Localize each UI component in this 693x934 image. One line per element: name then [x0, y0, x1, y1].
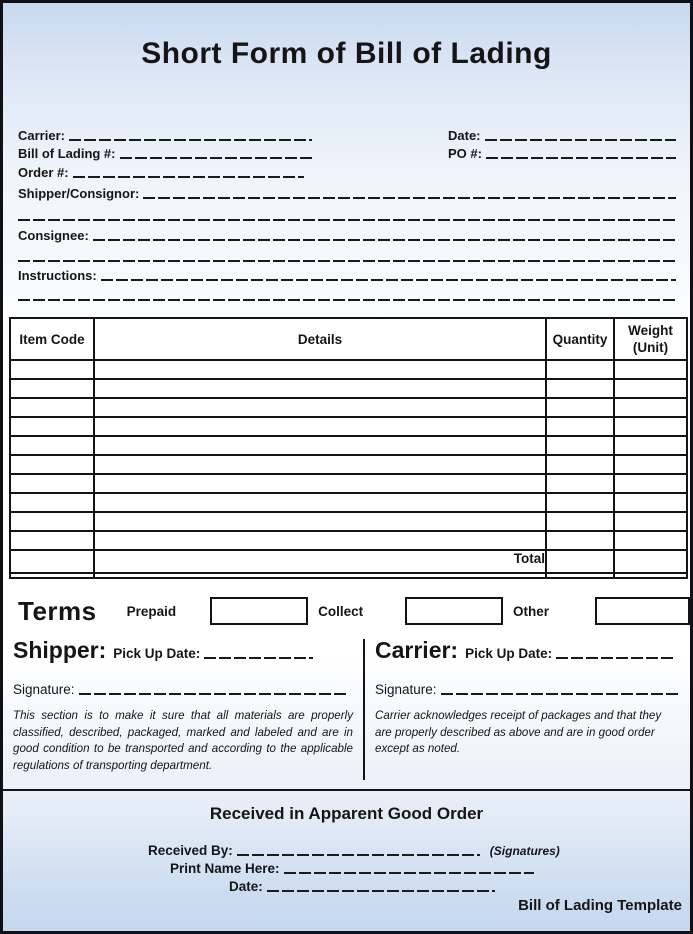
instructions-input-line[interactable] — [101, 279, 676, 281]
footer-divider — [3, 789, 690, 791]
shipper-signature-label: Signature: — [13, 682, 75, 697]
received-by-row — [3, 840, 690, 858]
print-name-label: Print Name Here: — [170, 861, 280, 876]
instructions-label: Instructions: — [18, 268, 97, 283]
table-cell[interactable] — [94, 417, 546, 436]
po-input-line[interactable] — [486, 157, 676, 159]
received-by-input-line[interactable] — [237, 854, 480, 856]
shipper-signature-input-line[interactable] — [79, 693, 347, 695]
footer-date-input-line[interactable] — [267, 890, 495, 892]
date-label: Date: — [448, 128, 481, 143]
table-cell[interactable] — [94, 398, 546, 417]
footer-date-label: Date: — [229, 879, 263, 894]
carrier-heading: Carrier: — [375, 637, 459, 663]
table-cell[interactable] — [546, 398, 614, 417]
carrier-signature-label: Signature: — [375, 682, 437, 697]
instructions-input-line-2[interactable] — [18, 299, 676, 301]
table-cell[interactable] — [94, 474, 546, 493]
column-header-details: Details — [94, 318, 546, 360]
table-cell[interactable] — [10, 360, 94, 379]
po-label: PO #: — [448, 146, 482, 161]
table-cell[interactable] — [10, 474, 94, 493]
total-row — [10, 550, 687, 573]
carrier-label: Carrier: — [18, 128, 65, 143]
table-cell[interactable] — [546, 417, 614, 436]
table-cell[interactable] — [94, 360, 546, 379]
table-cell[interactable] — [614, 474, 687, 493]
instructions-row — [18, 264, 676, 283]
terms-section — [3, 596, 690, 626]
footer-date-row — [3, 876, 690, 894]
items-table — [9, 317, 688, 579]
table-cell[interactable] — [546, 512, 614, 531]
table-cell[interactable] — [10, 436, 94, 455]
table-row — [10, 379, 687, 398]
table-cell[interactable] — [94, 512, 546, 531]
shipper-heading: Shipper: — [13, 637, 107, 663]
table-cell[interactable] — [614, 512, 687, 531]
table-cell[interactable] — [10, 455, 94, 474]
carrier-pickup-date-label: Pick Up Date: — [465, 646, 553, 661]
consignee-input-line-2[interactable] — [18, 260, 676, 262]
date-input-line[interactable] — [485, 139, 676, 141]
table-row — [10, 417, 687, 436]
terms-option-prepaid-label: Prepaid — [126, 603, 177, 619]
terms-heading: Terms — [18, 595, 97, 626]
table-cell[interactable] — [614, 493, 687, 512]
table-bottom-strip-row — [10, 573, 687, 578]
table-row — [10, 512, 687, 531]
table-cell[interactable] — [614, 417, 687, 436]
order-input-line[interactable] — [73, 176, 304, 178]
table-row — [10, 436, 687, 455]
table-cell[interactable] — [10, 512, 94, 531]
shipper-consignor-input-line-2[interactable] — [18, 219, 676, 221]
column-header-item-code: Item Code — [10, 318, 94, 360]
table-cell[interactable] — [546, 436, 614, 455]
consignee-row-2 — [18, 243, 676, 264]
table-cell[interactable] — [614, 398, 687, 417]
shipper-consignor-row-2 — [18, 201, 676, 223]
table-row — [10, 493, 687, 512]
received-heading: Received in Apparent Good Order — [209, 804, 484, 823]
carrier-signature-input-line[interactable] — [441, 693, 678, 695]
terms-collect-checkbox[interactable] — [405, 597, 503, 625]
bol-po-row — [18, 143, 676, 161]
total-weight-cell[interactable] — [614, 550, 687, 573]
column-header-quantity: Quantity — [546, 318, 614, 360]
table-row — [10, 474, 687, 493]
table-cell[interactable] — [614, 360, 687, 379]
terms-other-checkbox[interactable] — [595, 597, 690, 625]
table-row — [10, 360, 687, 379]
shipper-pickup-date-label: Pick Up Date: — [113, 646, 201, 661]
table-cell[interactable] — [546, 474, 614, 493]
template-watermark: Bill of Lading Template — [518, 897, 682, 914]
print-name-row — [3, 858, 690, 876]
carrier-date-row — [18, 125, 676, 143]
table-cell[interactable] — [10, 550, 94, 573]
shipper-pickup-date-input-line[interactable] — [204, 657, 313, 659]
table-cell[interactable] — [546, 531, 614, 550]
table-row — [10, 398, 687, 417]
table-cell[interactable] — [614, 531, 687, 550]
consignee-label: Consignee: — [18, 228, 89, 243]
table-cell[interactable] — [94, 455, 546, 474]
table-cell[interactable] — [94, 531, 546, 550]
order-row — [18, 161, 676, 180]
order-label: Order #: — [18, 165, 69, 180]
carrier-section — [363, 639, 690, 780]
page-title: Short Form of Bill of Lading — [141, 37, 552, 70]
carrier-note: Carrier acknowledges receipt of packages and that they are properly described as above and are in good order except as noted. — [375, 709, 662, 755]
table-row — [10, 455, 687, 474]
shipper-consignor-label: Shipper/Consignor: — [18, 186, 140, 201]
table-cell[interactable] — [614, 379, 687, 398]
table-cell[interactable] — [546, 379, 614, 398]
consignee-row — [18, 223, 676, 243]
shipper-note: This section is to make it sure that all materials are properly classified, described, packaged, marked and labeled and are in good condition to be transported and according to the applicable regulations of transporting department. — [13, 709, 353, 772]
total-quantity-cell[interactable] — [546, 550, 614, 573]
bill-of-lading-input-line[interactable] — [120, 157, 313, 159]
total-label: Total — [94, 550, 546, 573]
table-cell[interactable] — [94, 436, 546, 455]
table-cell[interactable] — [546, 455, 614, 474]
shipper-consignor-row — [18, 180, 676, 201]
shipper-consignor-input-line[interactable] — [143, 197, 676, 199]
items-table-header-row — [10, 318, 687, 360]
table-cell[interactable] — [614, 436, 687, 455]
bill-of-lading-label: Bill of Lading #: — [18, 146, 116, 161]
column-header-weight-unit: Weight (Unit) — [614, 318, 687, 360]
terms-option-other-label: Other — [513, 603, 550, 619]
received-by-label: Received By: — [148, 843, 233, 858]
table-cell[interactable] — [10, 417, 94, 436]
carrier-pickup-date-input-line[interactable] — [556, 657, 674, 659]
print-name-input-line[interactable] — [284, 872, 534, 874]
table-row — [10, 531, 687, 550]
instructions-row-2 — [18, 283, 676, 303]
header-fields — [18, 125, 676, 303]
shipper-carrier-section — [3, 639, 690, 780]
table-cell[interactable] — [10, 531, 94, 550]
signatures-label: (Signatures) — [489, 844, 560, 858]
table-cell[interactable] — [10, 493, 94, 512]
table-cell[interactable] — [546, 493, 614, 512]
table-cell[interactable] — [546, 360, 614, 379]
table-cell[interactable] — [10, 398, 94, 417]
terms-option-collect-label: Collect — [318, 603, 364, 619]
consignee-input-line[interactable] — [93, 239, 676, 241]
table-cell[interactable] — [614, 455, 687, 474]
table-cell[interactable] — [94, 493, 546, 512]
table-cell[interactable] — [10, 379, 94, 398]
carrier-input-line[interactable] — [69, 139, 312, 141]
terms-prepaid-checkbox[interactable] — [210, 597, 308, 625]
table-cell[interactable] — [94, 379, 546, 398]
shipper-section — [3, 639, 363, 780]
